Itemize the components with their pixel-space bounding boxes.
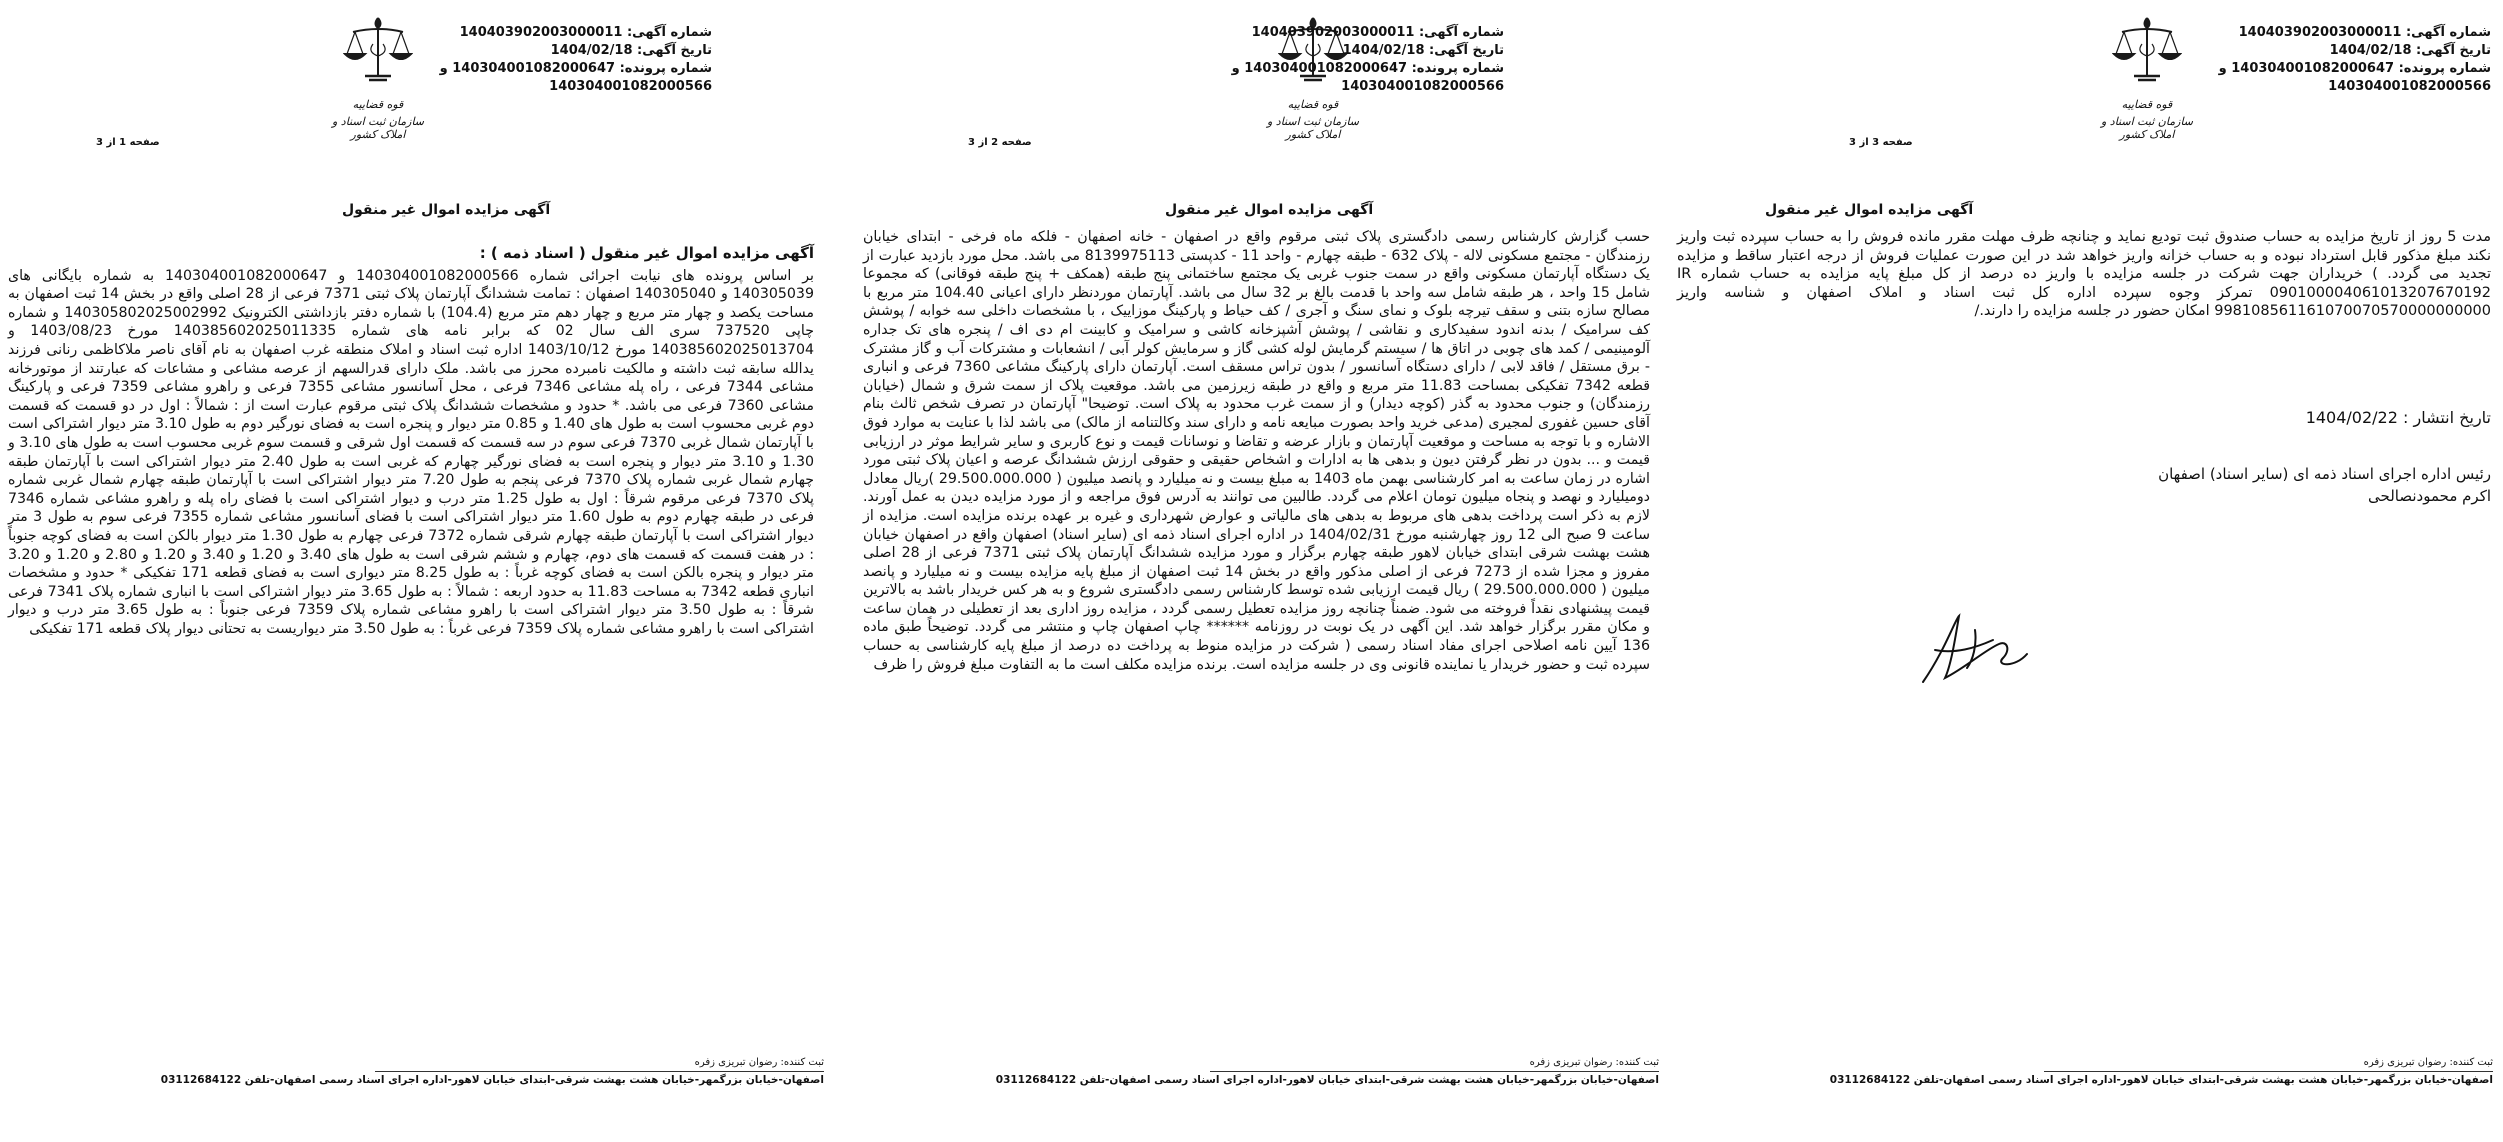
issuer-label: ثبت کننده:: [1615, 1057, 1659, 1068]
case-and: و: [2218, 61, 2227, 76]
page-2-of-3: [835, 0, 1669, 1142]
footer-divider: [375, 1071, 824, 1072]
case-and: و: [1231, 61, 1240, 76]
ad-number: 140403902003000011: [1251, 25, 1415, 40]
page-title: آگهی مزایده اموال غیر منقول: [1765, 202, 1974, 218]
judiciary-label: قوه قضاییه: [1287, 98, 1339, 111]
page-footer: [1677, 1056, 2493, 1087]
announcement-body: [863, 228, 1650, 674]
issuer-name: رضوان تبریزی زفره: [2363, 1057, 2447, 1068]
ad-header: [1204, 24, 1504, 96]
judiciary-label: قوه قضاییه: [2121, 98, 2173, 111]
ad-date: 1404/02/18: [2329, 43, 2412, 58]
case-and: و: [439, 61, 448, 76]
signer-block: [2158, 463, 2491, 507]
announcement-subtitle: آگهی مزایده اموال غیر منقول ( اسناد ذمه ) :: [479, 244, 814, 262]
page-title: آگهی مزایده اموال غیر منقول: [342, 202, 551, 218]
signer-title: رئیس اداره اجرای اسناد ذمه ای (سایر اسناد) اصفهان: [2158, 465, 2491, 483]
ad-date-label: تاریخ آگهی:: [1429, 43, 1504, 58]
case-number-2: 140304001082000566: [2328, 79, 2491, 94]
ad-date-label: تاریخ آگهی:: [637, 43, 712, 58]
issuer-label: ثبت کننده:: [2449, 1057, 2493, 1068]
signer-name: اکرم محمودنصالحی: [2368, 487, 2491, 505]
page-number: صفحه 3 از 3: [1849, 137, 1913, 148]
body-text: بر اساس پرونده های نیابت اجرائی شماره 140304001082000566 و 140304001082000647 به شماره بایگانی های 140305039 و 140305040 اصفهان : تمامت ششدانگ آپارتمان پلاک ثبتی 7371 فرعی از 28 اصلی واقع در بخش 14 ثبت اصفهان به مساحت یکصد و چهار متر مربع و چهار دهم متر مربع (104.4) با شماره دفتر بازداشتی الکترونیک 140305802025002992 و شماره چاپی 737520 سری الف سال 02 که برابر نامه های شماره 140385602025011335 مورخ 1403/08/23 و 140385602025013704 مورخ 1403/10/12 اداره ثبت اسناد و املاک منطقه غرب اصفهان به نام آقای ناصر ملاکاظمی رنانی فرزند یدالله سابقه ثبت داشته و مالکیت نامبرده محرز می باشد. ملک دارای قدرالسهم از عرصه مشاعی و مشاعات که عبارتند از موتورخانه مشاعی 7344 فرعی ، راه پله مشاعی 7346 فرعی ، محل آسانسور مشاعی 7355 فرعی و راهرو مشاعی 7359 فرعی و پارکینگ مشاعی 7360 فرعی می باشد. * حدود و مشخصات ششدانگ پلاک ثبتی مرقوم عبارت است از : شمالاً : اول در دو قسمت که قسمت دوم غربی محسوب است به طول های 1.40 و 0.85 متر دیوار و پنجره است به فضای نورگیر دوم به طول 3.10 متر دیوار اشتراکی است با آپارتمان شمال غربی 7370 فرعی سوم در سه قسمت که قسمت اول شرقی و قسمت سوم غربی محسوب است به طول های 3.10 و 1.30 و 3.10 متر دیوار و پنجره است به فضای نورگیر چهارم که غربی است به طول 2.40 متر دیوار اشتراکی است با آپارتمان طبقه چهارم شمال غربی شماره پلاک 7370 فرعی پنجم به طول 7.20 متر دیوار اشتراکی است با آپارتمان طبقه چهارم شمال غربی شماره پلاک 7370 فرعی مرقوم شرقاً : اول به طول 1.25 متر درب و دیوار اشتراکی است با فضای راه پله و راهرو مشاعی شماره 7346 فرعی در طبقه چهارم دوم به طول 1.60 متر دیوار اشتراکی است با فضای آسانسور مشاعی شماره 7355 فرعی سوم به طول 3 متر دیوار اشتراکی است با آپارتمان طبقه چهارم شرقی شماره 7372 فرعی چهارم به طول 1.30 متر دیوار بالکن است به فضای کوچه جنوباً : در هفت قسمت که قسمت های دوم، چهارم و ششم شرقی است به طول های 3.40 و 1.20 و 3.40 و 1.20 و 2.80 و 1.20 و 3.20 متر دیوار و پنجره بالکن است به فضای کوچه غرباً : به طول 8.25 متر دیواری است به فضای قطعه 171 تفکیکی * حدود و مشخصات انباری قطعه 7342 به مساحت 11.83 به حدود اربعه : شمالاً : به طول 3.65 متر دیوار اشتراکی است با انباری شماره پلاک 7341 فرعی شرقاً : به طول 3.50 متر دیوار اشتراکی است با راهرو مشاعی شماره پلاک 7359 فرعی جنوباً : به طول 3.65 متر درب و دیوار اشتراکی است با راهرو مشاعی شماره پلاک 7359 فرعی غرباً : به طول 3.50 متر دیواریست به تحتانی دیوار پلاک قطعه 171 تفکیکی: [8, 267, 815, 637]
ad-number: 140403902003000011: [459, 25, 623, 40]
issuer-name: رضوان تبریزی زفره: [1529, 1057, 1613, 1068]
page-number: صفحه 1 از 3: [96, 137, 160, 148]
ad-header: [2171, 24, 2491, 96]
case-number-2: 140304001082000566: [1341, 79, 1504, 94]
publish-date-label: تاریخ انتشار :: [2403, 408, 2491, 427]
issuer-name: رضوان تبریزی زفره: [694, 1057, 778, 1068]
issuer-label: ثبت کننده:: [780, 1057, 824, 1068]
case-label: شماره پرونده:: [619, 61, 712, 76]
case-label: شماره پرونده:: [1411, 61, 1504, 76]
office-address: اصفهان-خیابان بزرگمهر-خیابان هشت بهشت شرقی-ابتدای خیابان لاهور-اداره اجرای اسناد رسمی اصفهان-تلفن 03112684122: [160, 1074, 824, 1086]
case-number-2: 140304001082000566: [549, 79, 712, 94]
handwritten-signature: [1915, 610, 2035, 690]
page-title: آگهی مزایده اموال غیر منقول: [1165, 202, 1374, 218]
case-number-1: 140304001082000647: [452, 61, 616, 76]
page-number: صفحه 2 از 3: [968, 137, 1032, 148]
ad-number-label: شماره آگهی:: [1418, 25, 1504, 40]
office-address: اصفهان-خیابان بزرگمهر-خیابان هشت بهشت شرقی-ابتدای خیابان لاهور-اداره اجرای اسناد رسمی اصفهان-تلفن 03112684122: [995, 1074, 1659, 1086]
publish-date-line: [2306, 408, 2491, 427]
footer-divider: [1210, 1071, 1659, 1072]
ad-number-label: شماره آگهی:: [626, 25, 712, 40]
page-3-of-3: [1669, 0, 2503, 1142]
case-number-1: 140304001082000647: [1244, 61, 1408, 76]
ad-date: 1404/02/18: [1342, 43, 1425, 58]
org-name: سازمان ثبت اسناد و املاک کشور: [2100, 115, 2194, 141]
ad-number-label: شماره آگهی:: [2405, 25, 2491, 40]
page-footer: [8, 1056, 824, 1087]
ad-date: 1404/02/18: [550, 43, 633, 58]
publish-date: 1404/02/22: [2305, 408, 2398, 427]
org-name: سازمان ثبت اسناد و املاک کشور: [1266, 115, 1360, 141]
case-label: شماره پرونده:: [2398, 61, 2491, 76]
body-text: حسب گزارش کارشناس رسمی دادگستری پلاک ثبتی مرقوم واقع در اصفهان - خانه اصفهان - فلکه ماه فرخی - ابتدای خیابان رزمندگان - مجتمع مسکونی لاله - پلاک 632 - طبقه چهارم - واحد 11 - کدپستی 8139975113 می باشد. محل مورد بازدید عبارت از یک دستگاه آپارتمان مسکونی واقع در سمت جنوب غربی یک مجتمع ساختمانی پنج طبقه (همکف + پنج طبقه فوقانی) که مجموعا شامل 15 واحد ، هر طبقه شامل سه واحد با قدمت بالغ بر 32 سال می باشد. آپارتمان موردنظر دارای اعیانی 104.40 متر مربع با مصالح سازه بتنی و سقف تیرچه بلوک و نمای سنگ و آجری / کف حیاط و پارکینگ موزاییک ، با مشخصات داخلی سه خوابه / پوشش کف سرامیک / بدنه اندود سفیدکاری و نقاشی / پوشش آشپزخانه کاشی و سرامیک و کابینت ام دی اف / پنجره های تک جداره آلومینیمی / کمد های چوبی در اتاق ها / سیستم گرمایش لوله کشی گاز و سرمایش کولر آبی / انشعابات و مشترکات آب و گاز مشترک - برق مستقل / فاقد لابی / دارای دستگاه آسانسور / بدون تراس مسقف است. آپارتمان دارای پارکینگ مشاعی 7360 فرعی و انباری قطعه 7342 تفکیکی بمساحت 11.83 متر مربع و واقع در طبقه زیرزمین می باشد. موقعیت پلاک از سمت شرق و شمال (خیابان رزمندگان) و جنوب محدود به گذر (کوچه دیدار) و از سمت غرب محدود به پلاک است. توضیحا" آپارتمان در تصرف شخص ثالث بنام آقای حسین غفوری لمجیری (مدعی خرید واحد بصورت مبایعه نامه و دارای سند وکالتنامه از مالک) می باشد لذا با عنایت به موارد فوق الاشاره و با توجه به مساحت و موقعیت آپارتمان و بازار عرضه و تقاضا و نوسانات قیمت و نوع کاربری و سایر شرایط موثر در ارزیابی قیمت و ... بدون در نظر گرفتن دیون و بدهی ها به ادارات و اشخاص حقیقی و حقوقی ارزش ششدانگ عرصه و اعیان پلاک ثبتی مورد اشاره در زمان ساعت به امر کارشناسی بهمن ماه 1403 به مبلغ بیست و نه میلیارد و پانصد میلیون ( 29.500.000.000 )ریال معادل دومیلیارد و نهصد و پنجاه میلیون تومان اعلام می گردد. طالبین می توانند به آدرس فوق مراجعه و از مورد مزایده دیدن به عمل آورند. لازم به ذکر است پرداخت بدهی های مربوط به بدهی های مالیاتی و عوارض شهرداری و غیره بر عهده برنده مزایده است. مزایده از ساعت 9 صبح الی 12 روز چهارشنبه مورخ 1404/02/31 در اداره اجرای اسناد ذمه ای (سایر اسناد) اصفهان واقع در اصفهان خیابان هشت بهشت شرقی ابتدای خیابان لاهور طبقه چهارم برگزار و مورد مزایده ششدانگ آپارتمان پلاک ثبتی 7371 فرعی از 28 اصلی مفروز و مجزا شده از 7273 فرعی از اصلی مذکور واقع در بخش 14 ثبت اصفهان از مبلغ پایه مزایده بیست و نه میلیارد و پانصد میلیون ( 29.500.000.000 ) ریال قیمت ارزیابی شده توسط کارشناس رسمی دادگستری شروع و به هر کس خریدار باشد به بالاترین قیمت پیشنهادی نقداً فروخته می شود. ضمناً چنانچه روز مزایده تعطیل رسمی گردد ، مزایده روز اداری بعد از تعطیلی در همان ساعت و مکان مقرر برگزار خواهد شد. این آگهی در یک نوبت در روزنامه ****** چاپ اصفهان چاپ و منتشر می گردد. توضیحاً طبق ماده 136 آیین نامه اصلاحی اجرای مفاد اسناد رسمی ( شرکت در مزایده منوط به پرداخت ده درصد از مبلغ پایه کارشناسی به حساب سپرده ثبت و حضور خریدار یا نماینده قانونی وی در جلسه مزایده است. برنده مزایده مکلف است ما به التفاوت مبلغ فروش را ظرف: [863, 229, 1651, 673]
judiciary-label: قوه قضاییه: [352, 98, 404, 111]
announcement-body: [1677, 228, 2491, 321]
office-address: اصفهان-خیابان بزرگمهر-خیابان هشت بهشت شرقی-ابتدای خیابان لاهور-اداره اجرای اسناد رسمی اصفهان-تلفن 03112684122: [1829, 1074, 2493, 1086]
ad-date-label: تاریخ آگهی:: [2416, 43, 2491, 58]
page-footer: [843, 1056, 1659, 1087]
ad-number: 140403902003000011: [2238, 25, 2402, 40]
page-1-of-3: [0, 0, 834, 1142]
ad-header: [392, 24, 712, 96]
body-text: مدت 5 روز از تاریخ مزایده به حساب صندوق ثبت تودیع نماید و چنانچه ظرف مهلت مقرر مانده فروش را به حساب سپرده ثبت واریز نکند مبلغ مذکور قابل استرداد نبوده و به حساب خزانه واریز خواهد شد در این صورت عملیات فروش از درجه اعتبار ساقط و مزایده تجدید می گردد. ) خریداران جهت شرکت در جلسه مزایده با واریز ده درصد از کل مبلغ پایه مزایده به حساب شماره IR 090100004061013207670192 تمرکز وجوه سپرده اداره کل ثبت اسناد و املاک اصفهان و شناسه واریز 998108561161070070570000000000 امکان حضور در جلسه مزایده را دارند./: [1677, 229, 2492, 320]
announcement-body: [8, 244, 814, 638]
footer-divider: [2044, 1071, 2493, 1072]
org-name: سازمان ثبت اسناد و املاک کشور: [331, 115, 425, 141]
case-number-1: 140304001082000647: [2231, 61, 2395, 76]
